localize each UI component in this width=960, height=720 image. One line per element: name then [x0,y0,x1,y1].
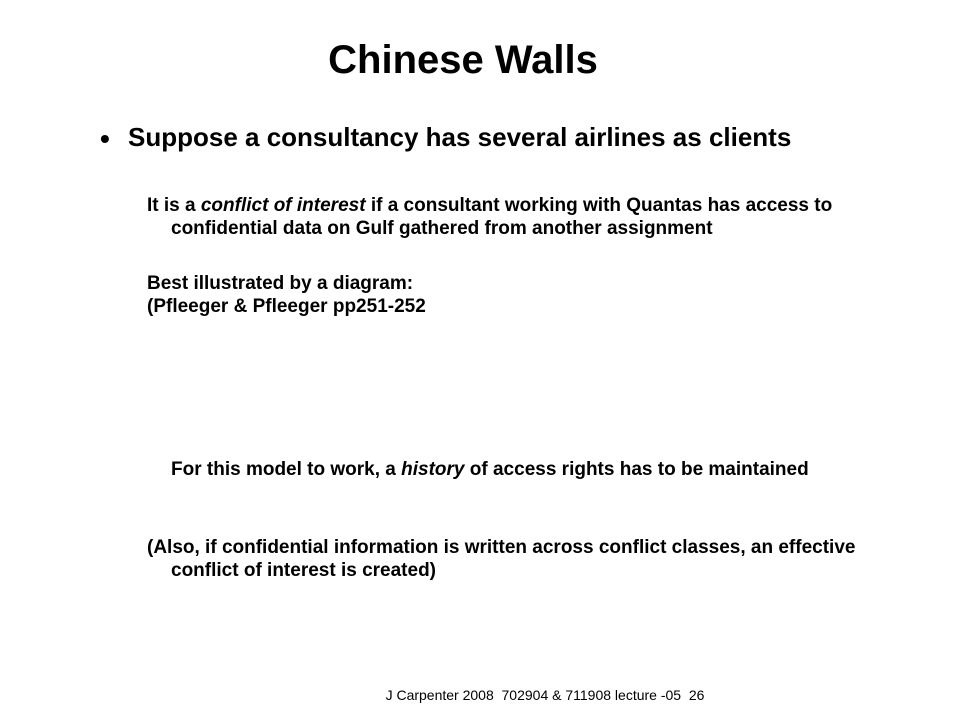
history-text-after: of access rights has to be maintained [464,459,809,480]
history-text-before: For this model to work, a [171,459,402,480]
bullet-marker: • [100,123,110,154]
slide-title: Chinese Walls [328,38,598,82]
history-text-emphasis: history [401,459,465,480]
conflict-text-emphasis: conflict of interest [200,195,366,216]
parenthetical-note: (Also, if confidential information is written across conflict classes, an effective conflict of interest is created) [147,537,856,581]
diagram-reference-line1: Best illustrated by a diagram: [147,273,414,294]
diagram-reference-point [147,272,891,318]
conflict-text-before: It is a [147,195,201,216]
conflict-text-after: if a consultant working with Quantas has access to confidential data on Gulf gathered from another assignment [171,195,833,239]
slide-footer: J Carpenter 2008 702904 & 711908 lecture -05 26 [385,687,705,703]
conflict-of-interest-point [147,194,891,240]
diagram-reference-line2: (Pfleeger & Pfleeger pp251-252 [147,296,426,317]
history-note [171,458,871,481]
main-bullet-text: Suppose a consultancy has several airlines as clients [128,122,792,152]
